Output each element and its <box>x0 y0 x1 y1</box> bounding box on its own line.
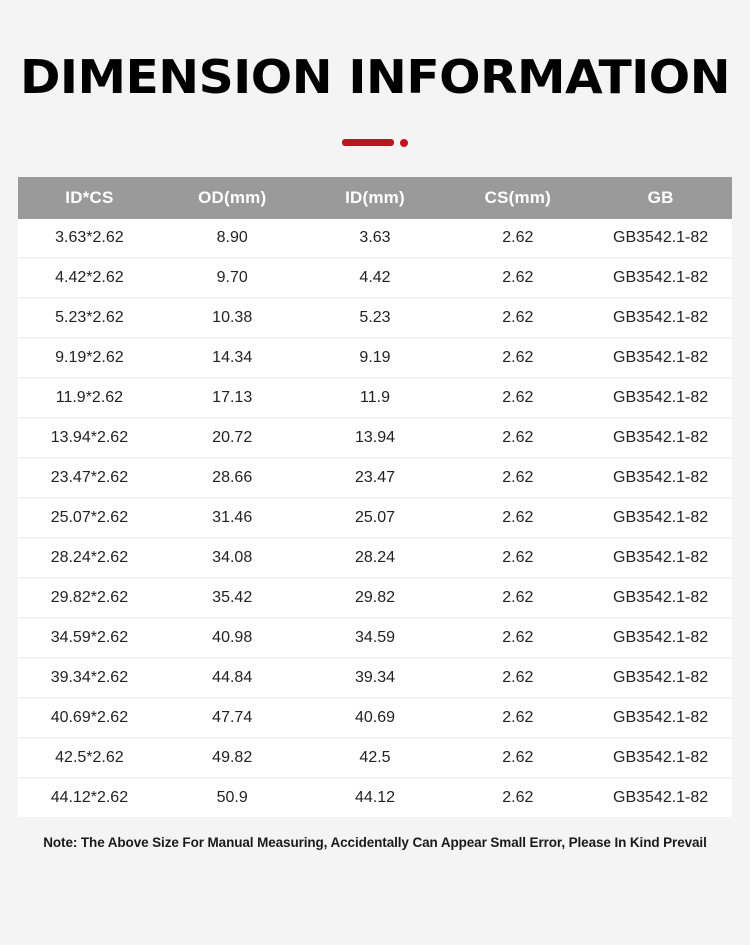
cell-gb: GB3542.1-82 <box>589 378 732 418</box>
cell-od: 50.9 <box>161 778 304 817</box>
cell-id-cs: 42.5*2.62 <box>18 738 161 778</box>
cell-id-cs: 13.94*2.62 <box>18 418 161 458</box>
cell-od: 9.70 <box>161 258 304 298</box>
measurement-note: Note: The Above Size For Manual Measuring, Accidentally Can Appear Small Error, Please In Kind Prevail <box>43 834 707 850</box>
cell-gb: GB3542.1-82 <box>589 698 732 738</box>
cell-od: 47.74 <box>161 698 304 738</box>
cell-id: 29.82 <box>304 578 447 618</box>
cell-id-cs: 39.34*2.62 <box>18 658 161 698</box>
table-row <box>18 219 732 258</box>
column-header-cs: CS(mm) <box>446 177 589 219</box>
cell-id-cs: 28.24*2.62 <box>18 538 161 578</box>
table-header <box>18 177 732 219</box>
cell-gb: GB3542.1-82 <box>589 538 732 578</box>
cell-cs: 2.62 <box>446 498 589 538</box>
cell-id-cs: 11.9*2.62 <box>18 378 161 418</box>
cell-cs: 2.62 <box>446 778 589 817</box>
column-header-od: OD(mm) <box>161 177 304 219</box>
table-row <box>18 698 732 738</box>
cell-cs: 2.62 <box>446 298 589 338</box>
cell-od: 28.66 <box>161 458 304 498</box>
cell-cs: 2.62 <box>446 418 589 458</box>
cell-gb: GB3542.1-82 <box>589 498 732 538</box>
column-header-id: ID(mm) <box>304 177 447 219</box>
cell-gb: GB3542.1-82 <box>589 458 732 498</box>
cell-cs: 2.62 <box>446 538 589 578</box>
cell-id: 23.47 <box>304 458 447 498</box>
cell-id: 13.94 <box>304 418 447 458</box>
cell-id: 42.5 <box>304 738 447 778</box>
cell-id: 44.12 <box>304 778 447 817</box>
cell-gb: GB3542.1-82 <box>589 258 732 298</box>
cell-gb: GB3542.1-82 <box>589 298 732 338</box>
cell-cs: 2.62 <box>446 578 589 618</box>
table-row <box>18 778 732 817</box>
cell-id-cs: 4.42*2.62 <box>18 258 161 298</box>
table-row <box>18 498 732 538</box>
dimension-table-wrapper <box>0 177 750 817</box>
cell-id-cs: 5.23*2.62 <box>18 298 161 338</box>
cell-od: 10.38 <box>161 298 304 338</box>
cell-id: 39.34 <box>304 658 447 698</box>
cell-od: 17.13 <box>161 378 304 418</box>
cell-gb: GB3542.1-82 <box>589 219 732 258</box>
table-row <box>18 418 732 458</box>
cell-cs: 2.62 <box>446 458 589 498</box>
cell-id: 9.19 <box>304 338 447 378</box>
table-row <box>18 258 732 298</box>
cell-gb: GB3542.1-82 <box>589 418 732 458</box>
cell-cs: 2.62 <box>446 338 589 378</box>
cell-cs: 2.62 <box>446 658 589 698</box>
cell-id-cs: 29.82*2.62 <box>18 578 161 618</box>
cell-cs: 2.62 <box>446 378 589 418</box>
cell-cs: 2.62 <box>446 698 589 738</box>
cell-id-cs: 3.63*2.62 <box>18 219 161 258</box>
title-divider <box>0 139 750 147</box>
table-row <box>18 338 732 378</box>
cell-id-cs: 25.07*2.62 <box>18 498 161 538</box>
cell-id: 5.23 <box>304 298 447 338</box>
cell-cs: 2.62 <box>446 219 589 258</box>
cell-id: 25.07 <box>304 498 447 538</box>
cell-id: 34.59 <box>304 618 447 658</box>
cell-id: 11.9 <box>304 378 447 418</box>
cell-id-cs: 40.69*2.62 <box>18 698 161 738</box>
table-row <box>18 538 732 578</box>
cell-gb: GB3542.1-82 <box>589 578 732 618</box>
cell-id: 4.42 <box>304 258 447 298</box>
cell-gb: GB3542.1-82 <box>589 618 732 658</box>
cell-od: 20.72 <box>161 418 304 458</box>
dimension-table <box>18 177 732 817</box>
cell-od: 8.90 <box>161 219 304 258</box>
table-row <box>18 298 732 338</box>
table-row <box>18 378 732 418</box>
cell-od: 44.84 <box>161 658 304 698</box>
column-header-id-cs: ID*CS <box>18 177 161 219</box>
cell-od: 14.34 <box>161 338 304 378</box>
cell-id: 28.24 <box>304 538 447 578</box>
cell-cs: 2.62 <box>446 738 589 778</box>
table-row <box>18 458 732 498</box>
cell-gb: GB3542.1-82 <box>589 338 732 378</box>
cell-od: 49.82 <box>161 738 304 778</box>
cell-od: 31.46 <box>161 498 304 538</box>
cell-id-cs: 34.59*2.62 <box>18 618 161 658</box>
cell-od: 34.08 <box>161 538 304 578</box>
page-title: DIMENSION INFORMATION <box>19 50 731 104</box>
cell-id-cs: 44.12*2.62 <box>18 778 161 817</box>
cell-cs: 2.62 <box>446 618 589 658</box>
table-body <box>18 219 732 817</box>
cell-gb: GB3542.1-82 <box>589 658 732 698</box>
table-row <box>18 578 732 618</box>
cell-gb: GB3542.1-82 <box>589 738 732 778</box>
cell-od: 35.42 <box>161 578 304 618</box>
cell-id: 3.63 <box>304 219 447 258</box>
table-row <box>18 658 732 698</box>
cell-id-cs: 23.47*2.62 <box>18 458 161 498</box>
column-header-gb: GB <box>589 177 732 219</box>
divider-dot <box>400 139 408 147</box>
cell-cs: 2.62 <box>446 258 589 298</box>
cell-od: 40.98 <box>161 618 304 658</box>
table-row <box>18 618 732 658</box>
cell-id: 40.69 <box>304 698 447 738</box>
table-header-row <box>18 177 732 219</box>
divider-bar <box>342 139 394 146</box>
table-row <box>18 738 732 778</box>
cell-gb: GB3542.1-82 <box>589 778 732 817</box>
cell-id-cs: 9.19*2.62 <box>18 338 161 378</box>
